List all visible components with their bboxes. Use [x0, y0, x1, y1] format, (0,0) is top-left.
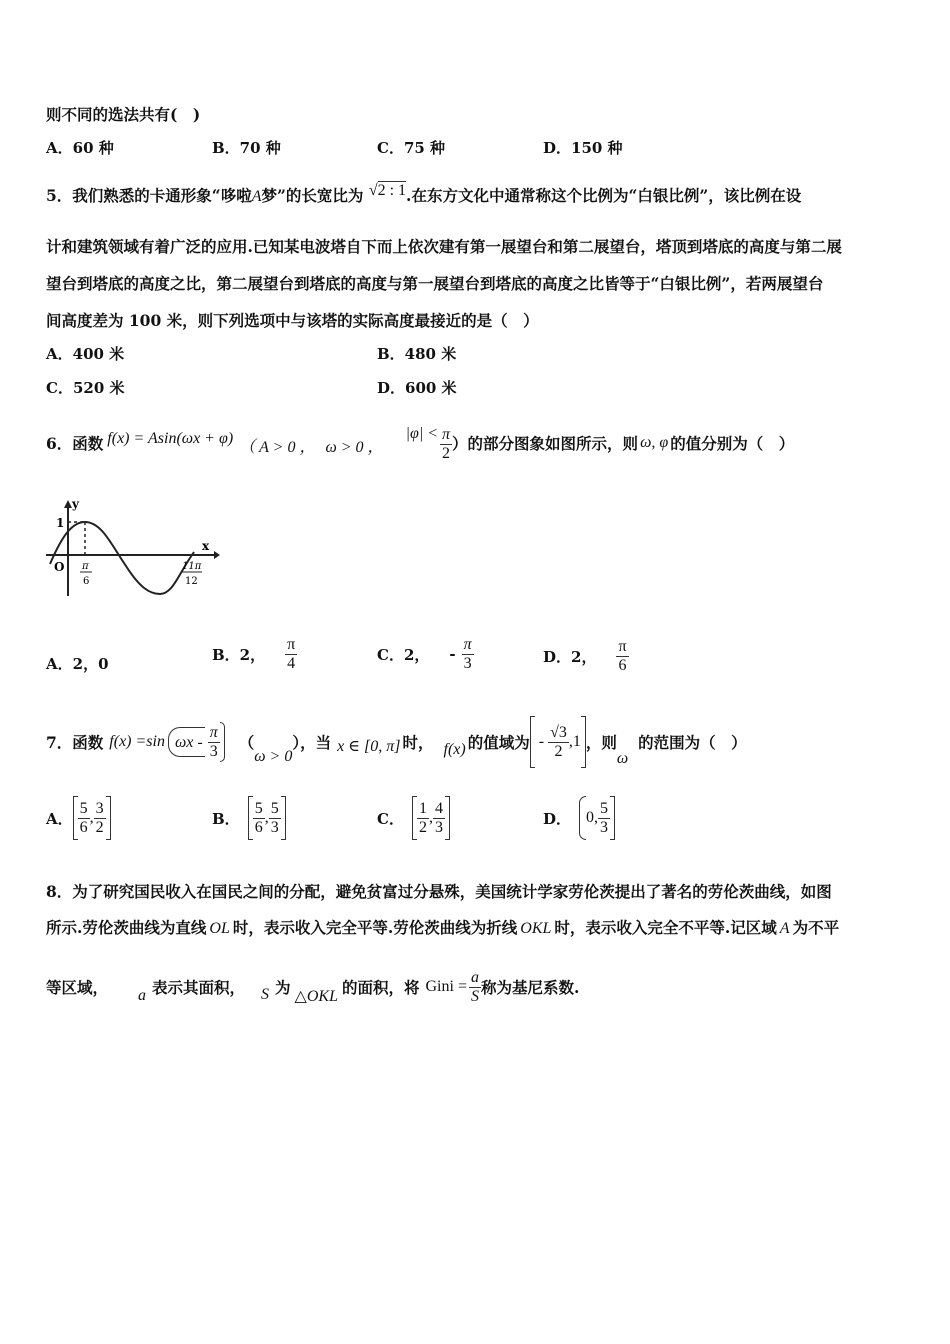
q5-line-3: 望台到塔底的高度之比，第二展望台到塔底的高度与第一展望台到塔底的高度之比皆等于“白银比例”，若两展望台 [46, 274, 824, 293]
q5-line-4: 间高度差为 100 米，则下列选项中与该塔的实际高度最接近的是（ ） [46, 311, 539, 330]
q6-stem: 6．函数 f(x) = Asin(ωx + φ) （ A > 0 ， ω > 0 ， |φ| < $\frac{\pi}{2}$ ） 的部分图象如图所示，则 ω, φ 的值分别为（ ） [46, 425, 795, 462]
q5-option-b[interactable]: B．480 米 [377, 345, 457, 363]
q4-tail: 则不同的选法共有( ) [46, 105, 201, 124]
q8-line-3: 等区域， a 表示其面积， S 为 △OKL 的面积，将 Gini = $\frac{a}{S}$ 称为基尼系数. [46, 968, 580, 1005]
tick-11pi12-num: 11π [182, 561, 202, 572]
q7-option-b[interactable]: B． $\frac{5}{6}$ , $\frac{5}{3}$ [212, 796, 286, 840]
q8-line-1: 8．为了研究国民收入在国民之间的分配，避免贫富过分悬殊，美国统计学家劳伦茨提出了著名的劳伦茨曲线，如图 [46, 882, 832, 901]
q5-line-1: 5．我们熟悉的卡通形象“哆啦A梦”的长宽比为 √2 : 1.在东方文化中通常称这个比例为“白银比例”，该比例在设 [46, 182, 802, 205]
tick-one: 1 [56, 516, 65, 530]
q7-option-a[interactable]: A． $\frac{5}{6}$ , $\frac{3}{2}$ [46, 796, 111, 840]
q6-option-d[interactable]: D．2， $\frac{\pi}{6}$ [543, 638, 627, 674]
q4-option-d[interactable]: D．150 种 [543, 139, 623, 157]
q5-option-a[interactable]: A．400 米 [46, 345, 125, 363]
q8-line-2: 所示.劳伦茨曲线为直线 OL 时，表示收入完全平等.劳伦茨曲线为折线 OKL 时，表示收入完全不平等.记区域 A 为不平 [46, 918, 840, 937]
y-axis-arrow [64, 500, 72, 508]
q6-option-c[interactable]: C．2， - $\frac{\pi}{3}$ [377, 636, 472, 672]
tick-pi6-num: π [82, 561, 89, 572]
q7-option-d[interactable]: D． 0, $\frac{5}{3}$ [543, 796, 615, 840]
q5-option-c[interactable]: C．520 米 [46, 379, 125, 397]
q5-option-d[interactable]: D．600 米 [377, 379, 457, 397]
q7-stem: 7．函数 f(x) =sin ωx - $\frac{\pi}{3}$ （ ω > 0 ），当 x ∈ [0, π] 时， f(x) 的值域为 - $\frac{√3}{2}$ ,1 ，则 ω 的范围为（ ） [46, 712, 747, 772]
q6-graph [42, 496, 222, 600]
q6-option-a[interactable]: A．2，0 [46, 655, 109, 673]
y-label: y [72, 497, 79, 511]
origin-label: O [54, 560, 65, 574]
q4-option-a[interactable]: A．60 种 [46, 139, 114, 157]
q7-option-c[interactable]: C． $\frac{1}{2}$ , $\frac{4}{3}$ [377, 796, 450, 840]
x-label: x [202, 539, 210, 553]
tick-pi6-den: 6 [83, 576, 90, 587]
tick-11pi12-den: 12 [185, 576, 198, 587]
q5-line-2: 计和建筑领域有着广泛的应用.已知某电波塔自下而上依次建有第一展望台和第二展望台，塔顶到塔底的高度与第二展 [46, 237, 842, 256]
sine-curve [50, 522, 194, 594]
x-axis-arrow [214, 551, 220, 559]
q6-option-b[interactable]: B．2， $\frac{\pi}{4}$ [212, 636, 296, 672]
q4-option-c[interactable]: C．75 种 [377, 139, 446, 157]
q4-option-b[interactable]: B．70 种 [212, 139, 281, 157]
